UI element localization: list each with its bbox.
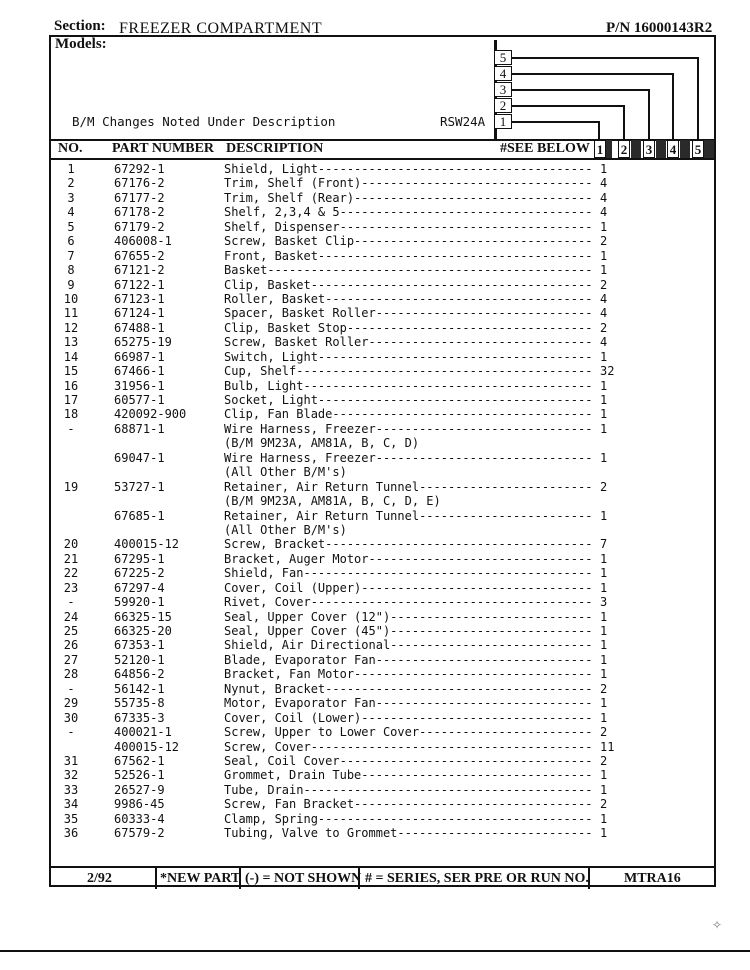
description: (All Other B/M's) (224, 522, 347, 537)
quantity: 11 (600, 739, 615, 754)
description: Tubing, Valve to Grommet--------------------------- (224, 826, 593, 841)
model-box-4: 4 (494, 66, 512, 81)
item-number: 31 (63, 753, 79, 768)
description: Screw, Bracket------------------------------------- (224, 537, 593, 552)
quantity: 2 (600, 277, 608, 292)
quantity: 1 (600, 349, 608, 364)
description: Rivet, Cover--------------------------------------- (224, 595, 593, 610)
quantity: 2 (600, 479, 608, 494)
table-row (52, 581, 652, 595)
part-number: 68871-1 (114, 421, 165, 436)
quantity: 1 (600, 508, 608, 523)
table-row (52, 509, 652, 523)
part-number: 64856-2 (114, 667, 165, 682)
table-row (52, 335, 652, 349)
quantity: 1 (600, 782, 608, 797)
col-no: NO. (58, 141, 83, 156)
table-row (52, 263, 652, 277)
model-col-divider (704, 140, 714, 158)
description: Wire Harness, Freezer------------------------------ (224, 421, 593, 436)
description: (B/M 9M23A, AM81A, B, C, D, E) (224, 494, 441, 509)
quantity: 1 (600, 710, 608, 725)
item-number: 18 (63, 407, 79, 422)
quantity: 4 (600, 306, 608, 321)
table-row (52, 610, 652, 624)
part-number: 420092-900 (114, 407, 187, 422)
description: Shield, Light-------------------------------------- (224, 162, 593, 176)
description: Retainer, Air Return Tunnel------------------------ (224, 508, 593, 523)
item-number: 34 (63, 797, 79, 812)
part-number: 26527-9 (114, 782, 165, 797)
item-number: 4 (67, 205, 75, 220)
model-col-3: 3 (643, 140, 655, 158)
bm-changes-note: B/M Changes Noted Under Description (72, 114, 336, 129)
description: Grommet, Drain Tube-------------------------------- (224, 768, 593, 783)
table-row (52, 321, 652, 335)
description: Screw, Basket Clip--------------------------------- (224, 234, 593, 249)
quantity: 1 (600, 566, 608, 581)
description: Motor, Evaporator Fan------------------------------ (224, 696, 593, 711)
item-number: 3 (67, 190, 75, 205)
quantity: 1 (600, 393, 608, 407)
item-number: 22 (63, 566, 79, 581)
model-col-divider (680, 140, 690, 158)
part-number: 67562-1 (114, 753, 165, 768)
item-number: 23 (63, 580, 79, 595)
description: Switch, Light-------------------------------------- (224, 349, 593, 364)
table-row (52, 364, 652, 378)
quantity: 1 (600, 768, 608, 783)
part-number: 67177-2 (114, 190, 165, 205)
description: Screw, Fan Bracket--------------------------------- (224, 797, 593, 812)
footer-new-part: *NEW PART (160, 871, 241, 886)
description: Retainer, Air Return Tunnel------------------------ (224, 479, 593, 494)
part-number: 66987-1 (114, 349, 165, 364)
description: Screw, Upper to Lower Cover------------------------ (224, 725, 593, 740)
model-col-2: 2 (618, 140, 630, 158)
description: Seal, Coil Cover----------------------------------- (224, 753, 593, 768)
part-number: 67488-1 (114, 320, 165, 335)
model-box-2: 2 (494, 98, 512, 113)
section-label: Section: (54, 18, 106, 34)
description: Front, Basket-------------------------------------- (224, 248, 593, 263)
part-number: 65275-19 (114, 335, 172, 350)
part-number: 67466-1 (114, 364, 165, 379)
item-number: 5 (67, 219, 75, 234)
description: Basket--------------------------------------------- (224, 263, 593, 278)
item-number: - (67, 421, 75, 436)
description: Tube, Drain---------------------------------------- (224, 782, 593, 797)
page-bottom-rule (0, 950, 750, 952)
item-number: 14 (63, 349, 79, 364)
quantity: 1 (600, 263, 608, 278)
quantity: 1 (600, 696, 608, 711)
item-number: 33 (63, 782, 79, 797)
quantity: 2 (600, 725, 608, 740)
quantity: 1 (600, 826, 608, 841)
part-number: 31956-1 (114, 378, 165, 393)
description: Shelf, Dispenser----------------------------------- (224, 219, 593, 234)
part-number: 67225-2 (114, 566, 165, 581)
item-number: 8 (67, 263, 75, 278)
part-number: 67335-3 (114, 710, 165, 725)
item-number: 13 (63, 335, 79, 350)
quantity: 1 (600, 407, 608, 422)
quantity: 1 (600, 450, 608, 465)
description: Nynut, Bracket------------------------------------- (224, 681, 593, 696)
item-number: - (67, 595, 75, 610)
table-row (52, 682, 652, 696)
item-number: 10 (63, 291, 79, 306)
item-number: 20 (63, 537, 79, 552)
description: Cup, Shelf----------------------------------------- (224, 364, 593, 379)
table-row (52, 523, 652, 537)
table-row (52, 350, 652, 364)
description: Clip, Basket--------------------------------------- (224, 277, 593, 292)
description: Spacer, Basket Roller------------------------------ (224, 306, 593, 321)
part-number: 52526-1 (114, 768, 165, 783)
scan-mark-icon: ✧ (712, 918, 723, 932)
quantity: 1 (600, 624, 608, 638)
table-row (52, 566, 652, 580)
parts-table (52, 162, 652, 841)
col-description: DESCRIPTION (226, 141, 324, 156)
description: Screw, Cover--------------------------------------- (224, 739, 593, 754)
description: Bulb, Light---------------------------------------- (224, 378, 593, 393)
quantity: 4 (600, 190, 608, 205)
col-see-below: #SEE BELOW (500, 141, 590, 156)
column-header-bottom-rule (49, 158, 716, 160)
quantity: 1 (600, 638, 608, 653)
table-row (52, 783, 652, 797)
quantity: 1 (600, 551, 608, 566)
models-label: Models: (55, 36, 107, 52)
table-row (52, 638, 652, 652)
table-row (52, 176, 652, 190)
model-col-divider (656, 140, 666, 158)
part-number: 60577-1 (114, 393, 165, 407)
part-number: 67655-2 (114, 248, 165, 263)
item-number: 27 (63, 652, 79, 667)
table-row (52, 436, 652, 450)
item-number: 25 (63, 624, 79, 638)
model-col-divider (631, 140, 641, 158)
table-row (52, 205, 652, 219)
quantity: 1 (600, 580, 608, 595)
part-number: 53727-1 (114, 479, 165, 494)
table-row (52, 552, 652, 566)
part-number: 67121-2 (114, 263, 165, 278)
table-row (52, 725, 652, 739)
part-number: 406008-1 (114, 234, 172, 249)
description: Bracket, Fan Motor--------------------------------- (224, 667, 593, 682)
item-number: 19 (63, 479, 79, 494)
footer-code: MTRA16 (624, 871, 681, 886)
item-number: 30 (63, 710, 79, 725)
item-number: 7 (67, 248, 75, 263)
quantity: 1 (600, 652, 608, 667)
col-part-number: PART NUMBER (112, 141, 215, 156)
part-number: 59920-1 (114, 595, 165, 610)
item-number: 24 (63, 609, 79, 624)
item-number: 16 (63, 378, 79, 393)
table-row (52, 220, 652, 234)
part-number-header: P/N 16000143R2 (606, 20, 713, 36)
model-name: RSW24A (440, 114, 486, 129)
part-number: 67295-1 (114, 551, 165, 566)
quantity: 2 (600, 753, 608, 768)
quantity: 4 (600, 335, 608, 350)
table-row (52, 711, 652, 725)
model-col-1: 1 (594, 140, 606, 158)
table-row (52, 162, 652, 176)
part-number: 67179-2 (114, 219, 165, 234)
description: Clip, Fan Blade------------------------------------ (224, 407, 593, 422)
item-number: - (67, 725, 75, 740)
part-number: 67124-1 (114, 306, 165, 321)
quantity: 2 (600, 681, 608, 696)
quantity: 4 (600, 205, 608, 220)
quantity: 32 (600, 364, 615, 379)
description: Shield, Air Directional---------------------------- (224, 638, 593, 653)
quantity: 2 (600, 320, 608, 335)
quantity: 1 (600, 421, 608, 436)
description: Clip, Basket Stop---------------------------------- (224, 320, 593, 335)
table-row (52, 653, 652, 667)
item-number: 26 (63, 638, 79, 653)
description: Screw, Basket Roller------------------------------- (224, 335, 593, 350)
table-row (52, 494, 652, 508)
part-number: 66325-15 (114, 609, 172, 624)
description: Wire Harness, Freezer------------------------------ (224, 450, 593, 465)
quantity: 1 (600, 162, 608, 176)
description: Cover, Coil (Lower)-------------------------------- (224, 710, 593, 725)
part-number: 67353-1 (114, 638, 165, 653)
table-row (52, 191, 652, 205)
quantity: 3 (600, 595, 608, 610)
part-number: 56142-1 (114, 681, 165, 696)
model-box-1: 1 (494, 114, 512, 129)
table-row (52, 465, 652, 479)
quantity: 2 (600, 234, 608, 249)
item-number: 9 (67, 277, 75, 292)
part-number: 67685-1 (114, 508, 165, 523)
description: Trim, Shelf (Front)-------------------------------- (224, 176, 593, 191)
model-col-4: 4 (667, 140, 679, 158)
item-number: 6 (67, 234, 75, 249)
table-row (52, 480, 652, 494)
table-row (52, 393, 652, 407)
quantity: 4 (600, 291, 608, 306)
table-row (52, 234, 652, 248)
description: (All Other B/M's) (224, 465, 347, 480)
item-number: 32 (63, 768, 79, 783)
description: Clamp, Spring-------------------------------------- (224, 811, 593, 826)
part-number: 67297-4 (114, 580, 165, 595)
description: Seal, Upper Cover (45")---------------------------- (224, 624, 593, 638)
part-number: 400021-1 (114, 725, 172, 740)
item-number: 21 (63, 551, 79, 566)
description: Shield, Fan---------------------------------------- (224, 566, 593, 581)
part-number: 400015-12 (114, 739, 180, 754)
footer-not-shown: (-) = NOT SHOWN (245, 871, 362, 886)
part-number: 55735-8 (114, 696, 165, 711)
description: Roller, Basket------------------------------------- (224, 291, 593, 306)
part-number: 67292-1 (114, 162, 165, 176)
description: (B/M 9M23A, AM81A, B, C, D) (224, 436, 420, 451)
description: Bracket, Auger Motor------------------------------- (224, 551, 593, 566)
table-row (52, 797, 652, 811)
quantity: 1 (600, 667, 608, 682)
part-number: 52120-1 (114, 652, 165, 667)
item-number: 28 (63, 667, 79, 682)
quantity: 1 (600, 378, 608, 393)
part-number: 67122-1 (114, 277, 165, 292)
footer-bar (49, 866, 716, 889)
table-row (52, 754, 652, 768)
table-row (52, 812, 652, 826)
table-row (52, 451, 652, 465)
part-number: 400015-12 (114, 537, 180, 552)
table-row (52, 379, 652, 393)
table-row (52, 826, 652, 840)
part-number: 69047-1 (114, 450, 165, 465)
table-row (52, 667, 652, 681)
model-box-5: 5 (494, 50, 512, 65)
quantity: 4 (600, 176, 608, 191)
item-number: 15 (63, 364, 79, 379)
footer-date: 2/92 (87, 871, 112, 886)
part-number: 60333-4 (114, 811, 165, 826)
description: Shelf, 2,3,4 & 5----------------------------------- (224, 205, 593, 220)
model-col-divider (606, 140, 612, 158)
item-number: 1 (67, 162, 75, 176)
item-number: 35 (63, 811, 79, 826)
item-number: - (67, 681, 75, 696)
item-number: 2 (67, 176, 75, 191)
item-number: 11 (63, 306, 79, 321)
description: Trim, Shelf (Rear)--------------------------------- (224, 190, 593, 205)
table-row (52, 292, 652, 306)
description: Cover, Coil (Upper)-------------------------------- (224, 580, 593, 595)
table-row (52, 696, 652, 710)
table-row (52, 407, 652, 421)
quantity: 7 (600, 537, 608, 552)
quantity: 1 (600, 609, 608, 624)
quantity: 2 (600, 797, 608, 812)
table-row (52, 595, 652, 609)
table-row (52, 740, 652, 754)
description: Socket, Light-------------------------------------- (224, 393, 593, 407)
item-number: 17 (63, 393, 79, 407)
quantity: 1 (600, 811, 608, 826)
item-number: 29 (63, 696, 79, 711)
part-number: 67176-2 (114, 176, 165, 191)
part-number: 67178-2 (114, 205, 165, 220)
part-number: 67579-2 (114, 826, 165, 841)
item-number: 12 (63, 320, 79, 335)
table-row (52, 249, 652, 263)
table-row (52, 306, 652, 320)
part-number: 66325-20 (114, 624, 172, 638)
part-number: 67123-1 (114, 291, 165, 306)
footer-series: # = SERIES, SER PRE OR RUN NO. (365, 871, 589, 886)
table-row (52, 624, 652, 638)
table-row (52, 278, 652, 292)
quantity: 1 (600, 248, 608, 263)
description: Blade, Evaporator Fan------------------------------ (224, 652, 593, 667)
item-number: 36 (63, 826, 79, 841)
quantity: 1 (600, 219, 608, 234)
table-row (52, 768, 652, 782)
part-number: 9986-45 (114, 797, 165, 812)
table-row (52, 422, 652, 436)
section-title: FREEZER COMPARTMENT (119, 20, 323, 37)
table-row (52, 537, 652, 551)
description: Seal, Upper Cover (12")---------------------------- (224, 609, 593, 624)
model-col-5: 5 (692, 140, 704, 158)
model-box-3: 3 (494, 82, 512, 97)
